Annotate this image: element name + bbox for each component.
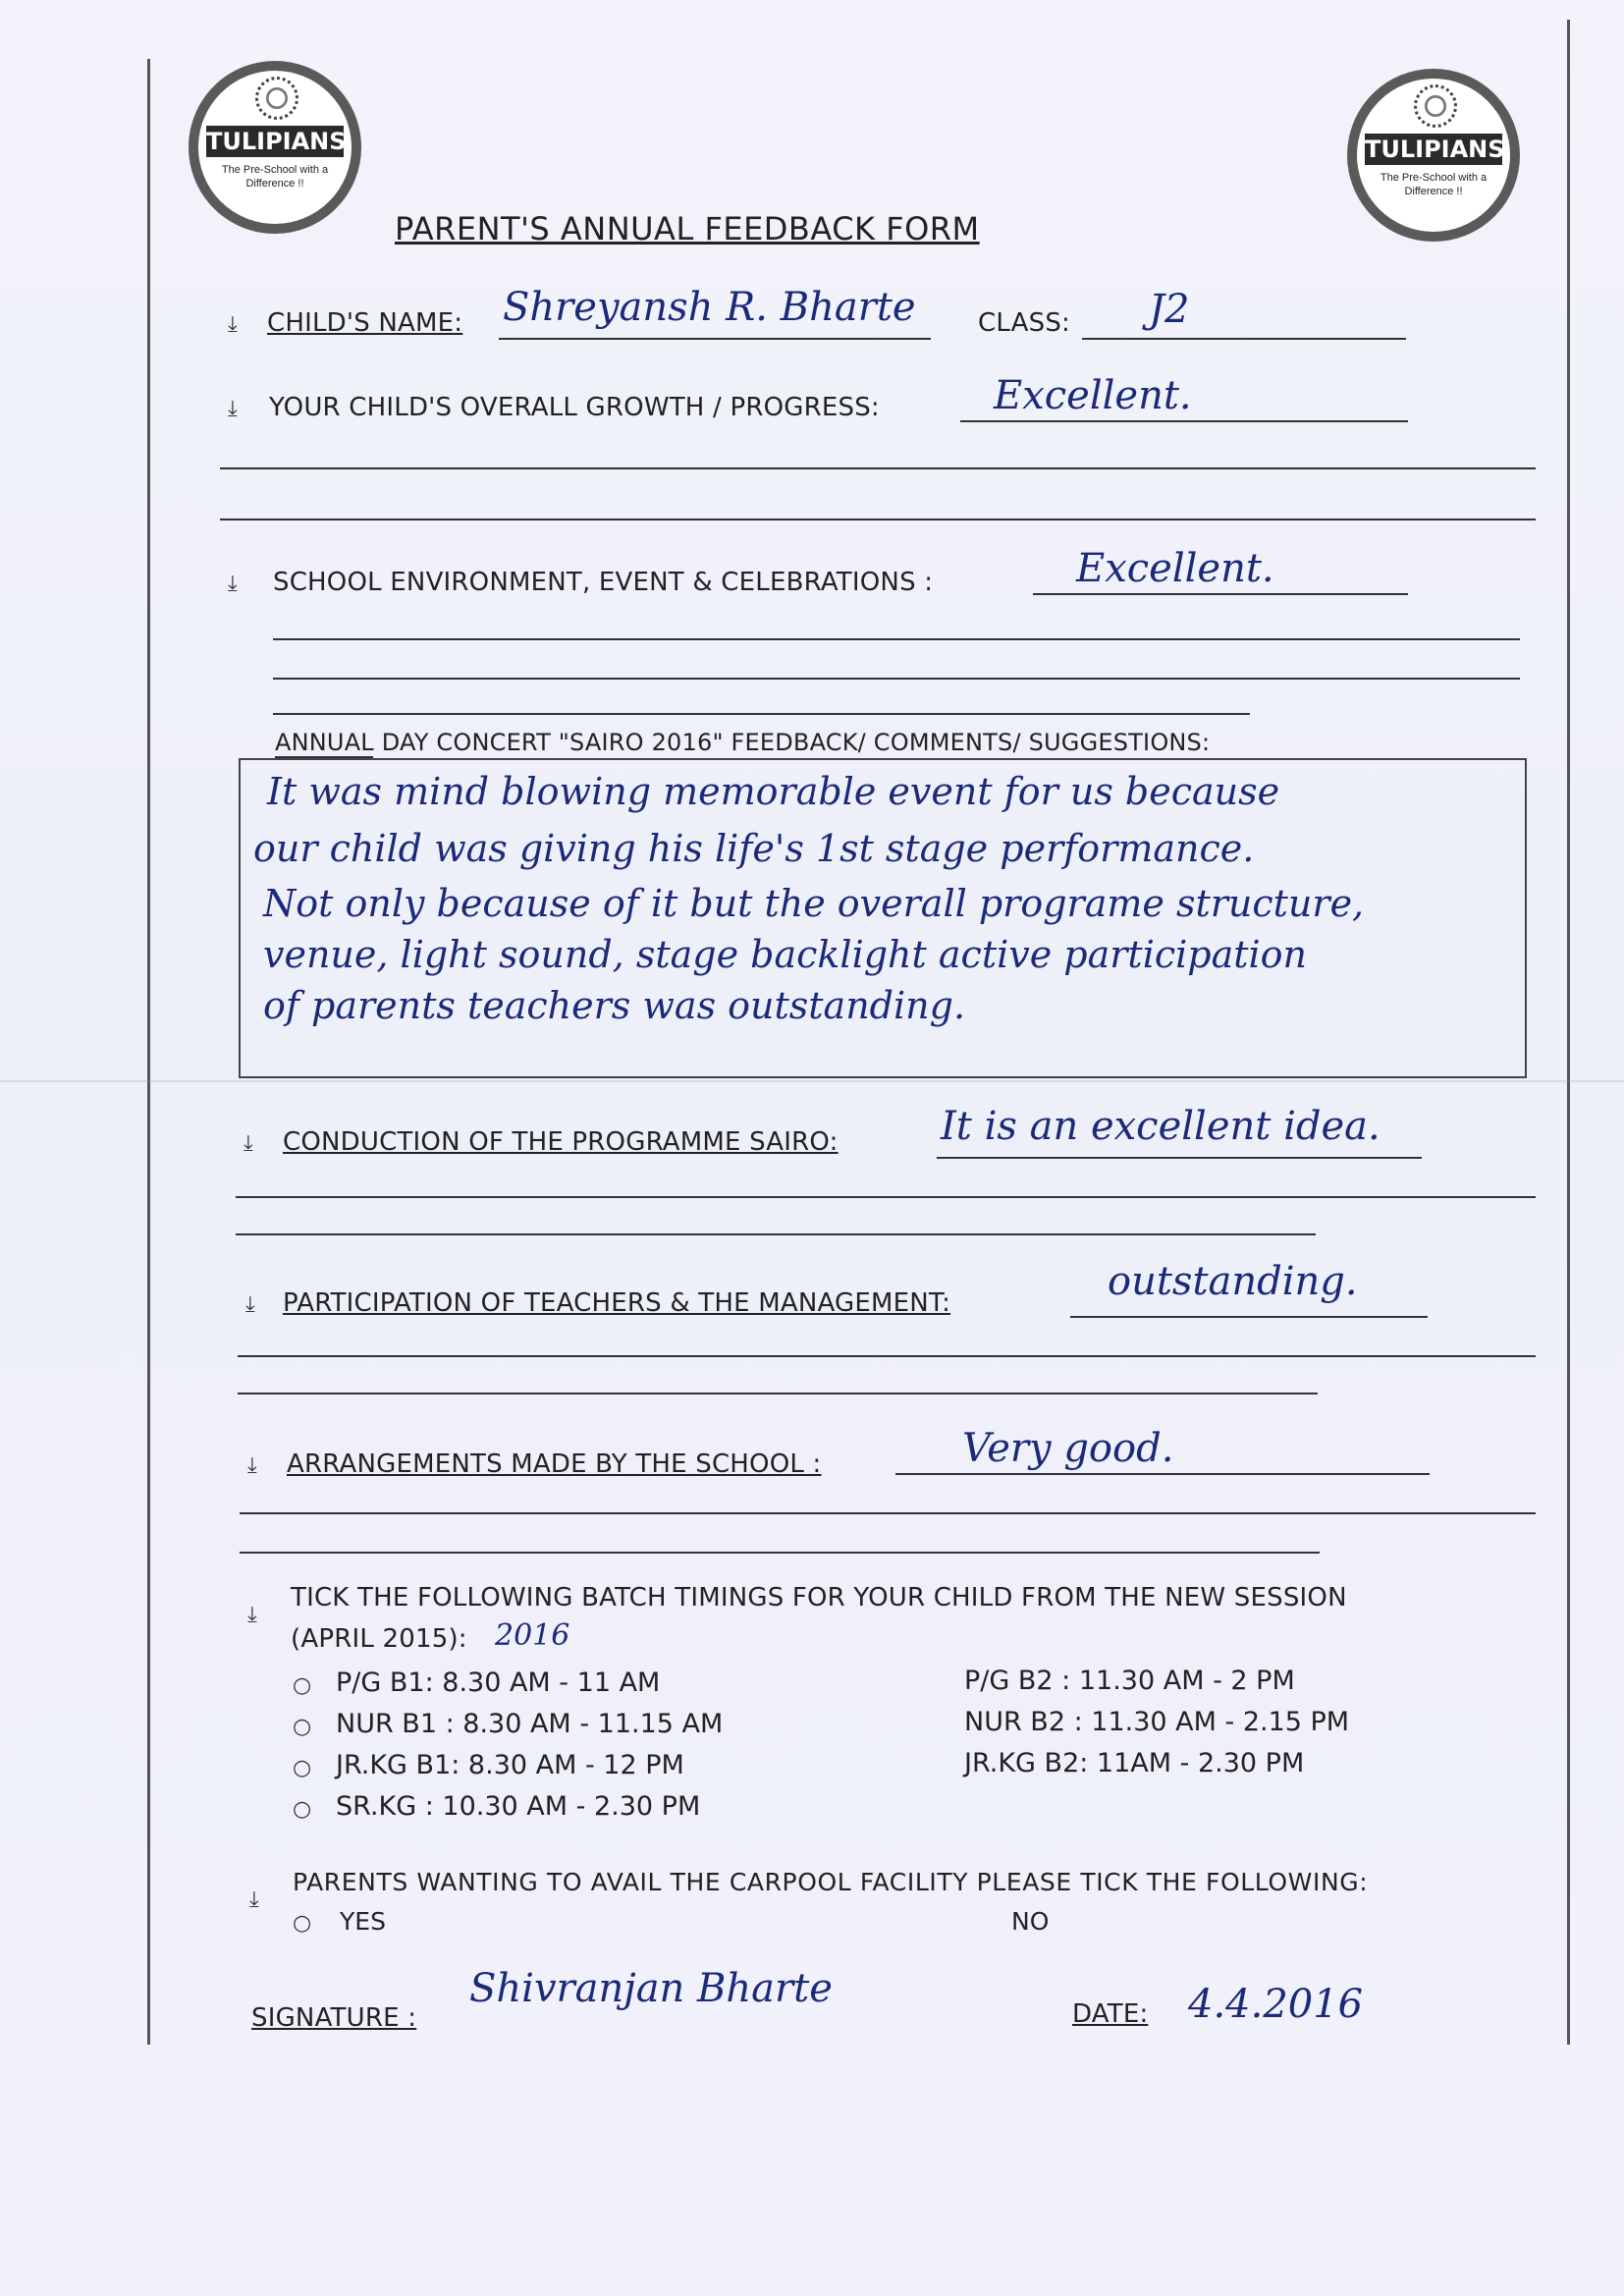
comment-line: Not only because of it but the overall programe structure, [263, 882, 1365, 925]
left-border-line [147, 59, 150, 2045]
batch-option[interactable]: NUR B1 : 8.30 AM - 11.15 AM [336, 1709, 724, 1739]
bullet-arrow-icon: ⤓ [247, 1603, 257, 1627]
carpool-label: PARENTS WANTING TO AVAIL THE CARPOOL FACILITY PLEASE TICK THE FOLLOWING: [293, 1868, 1369, 1896]
right-border-line [1567, 20, 1570, 2045]
logo-tagline: The Pre-School with a Difference !! [1380, 172, 1488, 197]
batch-option[interactable]: NUR B2 : 11.30 AM - 2.15 PM [964, 1707, 1350, 1737]
form-title: PARENT'S ANNUAL FEEDBACK FORM [395, 210, 980, 247]
radio-option-icon[interactable]: ○ [293, 1715, 312, 1739]
child-name-label: CHILD'S NAME: [267, 308, 463, 338]
school-logo-left [189, 61, 361, 234]
participation-extra-line [238, 1393, 1318, 1394]
environment-value[interactable]: Excellent. [1076, 546, 1274, 591]
bullet-arrow-icon: ⤓ [247, 1453, 257, 1478]
arrangements-value[interactable]: Very good. [962, 1426, 1174, 1471]
radio-option-icon[interactable]: ○ [293, 1911, 312, 1936]
child-name-value[interactable]: Shreyansh R. Bharte [503, 285, 916, 330]
signature-value[interactable]: Shivranjan Bharte [469, 1966, 833, 2011]
comment-line: our child was giving his life's 1st stage performance. [253, 827, 1255, 870]
logo-brand-text: TULIPIANS [1365, 136, 1505, 163]
environment-label: SCHOOL ENVIRONMENT, EVENT & CELEBRATIONS : [273, 568, 934, 597]
bullet-arrow-icon: ⤓ [228, 397, 238, 421]
conduction-extra-line [236, 1196, 1536, 1198]
batch-label-line2: (APRIL 2015): [291, 1624, 467, 1654]
bullet-arrow-icon: ⤓ [228, 572, 238, 596]
batch-option[interactable]: P/G B2 : 11.30 AM - 2 PM [964, 1666, 1295, 1696]
carpool-yes-option[interactable]: YES [340, 1907, 386, 1936]
batch-year-correction: 2016 [495, 1618, 570, 1653]
arrangements-line [895, 1473, 1430, 1475]
participation-line [1070, 1316, 1428, 1318]
bullet-arrow-icon: ⤓ [245, 1292, 255, 1317]
date-label: DATE: [1072, 1999, 1149, 2029]
arrangements-extra-line [240, 1552, 1320, 1554]
conduction-label: CONDUCTION OF THE PROGRAMME SAIRO: [283, 1127, 839, 1157]
environment-extra-line [273, 638, 1520, 640]
conduction-line [937, 1157, 1422, 1159]
batch-option[interactable]: SR.KG : 10.30 AM - 2.30 PM [336, 1791, 701, 1822]
comment-line: It was mind blowing memorable event for us because [267, 770, 1280, 813]
sun-icon [255, 77, 298, 120]
participation-value[interactable]: outstanding. [1108, 1259, 1358, 1304]
growth-line [960, 420, 1408, 422]
logo-brand-text: TULIPIANS [206, 128, 347, 155]
comment-line: venue, light sound, stage backlight active participation [263, 933, 1308, 976]
class-value[interactable]: J2 [1149, 287, 1190, 332]
growth-value[interactable]: Excellent. [994, 373, 1192, 418]
school-logo-right [1347, 69, 1520, 242]
conduction-extra-line [236, 1233, 1316, 1235]
environment-line [1033, 593, 1408, 595]
concert-label: ANNUAL DAY CONCERT "SAIRO 2016" FEEDBACK/ COMMENTS/ SUGGESTIONS: [275, 729, 1211, 756]
environment-extra-line [273, 713, 1250, 715]
arrangements-label: ARRANGEMENTS MADE BY THE SCHOOL : [287, 1449, 822, 1479]
bullet-arrow-icon: ⤓ [249, 1887, 259, 1912]
bullet-arrow-icon: ⤓ [228, 312, 238, 337]
paper-fold [0, 1080, 1624, 1082]
growth-extra-line [220, 519, 1536, 520]
batch-label-line1: TICK THE FOLLOWING BATCH TIMINGS FOR YOUR CHILD FROM THE NEW SESSION [291, 1583, 1347, 1613]
comment-line: of parents teachers was outstanding. [263, 984, 966, 1027]
signature-label: SIGNATURE : [251, 2003, 417, 2033]
radio-option-icon[interactable]: ○ [293, 1756, 312, 1780]
child-name-line [499, 338, 931, 340]
arrangements-extra-line [240, 1512, 1536, 1514]
logo-tagline: The Pre-School with a Difference !! [221, 164, 329, 190]
batch-option[interactable]: P/G B1: 8.30 AM - 11 AM [336, 1667, 661, 1698]
batch-option[interactable]: JR.KG B2: 11AM - 2.30 PM [964, 1748, 1305, 1778]
batch-option[interactable]: JR.KG B1: 8.30 AM - 12 PM [336, 1750, 684, 1780]
participation-label: PARTICIPATION OF TEACHERS & THE MANAGEMENT: [283, 1288, 951, 1318]
class-line [1082, 338, 1406, 340]
date-value[interactable]: 4.4.2016 [1188, 1982, 1364, 2027]
participation-extra-line [238, 1355, 1536, 1357]
environment-extra-line [273, 678, 1520, 680]
sun-icon [1414, 84, 1457, 128]
bullet-arrow-icon: ⤓ [244, 1131, 253, 1156]
class-label: CLASS: [978, 308, 1070, 338]
radio-option-icon[interactable]: ○ [293, 1673, 312, 1698]
growth-extra-line [220, 467, 1536, 469]
growth-label: YOUR CHILD'S OVERALL GROWTH / PROGRESS: [269, 393, 880, 422]
radio-option-icon[interactable]: ○ [293, 1797, 312, 1822]
carpool-no-option[interactable]: NO [1011, 1907, 1050, 1936]
conduction-value[interactable]: It is an excellent idea. [941, 1104, 1380, 1149]
